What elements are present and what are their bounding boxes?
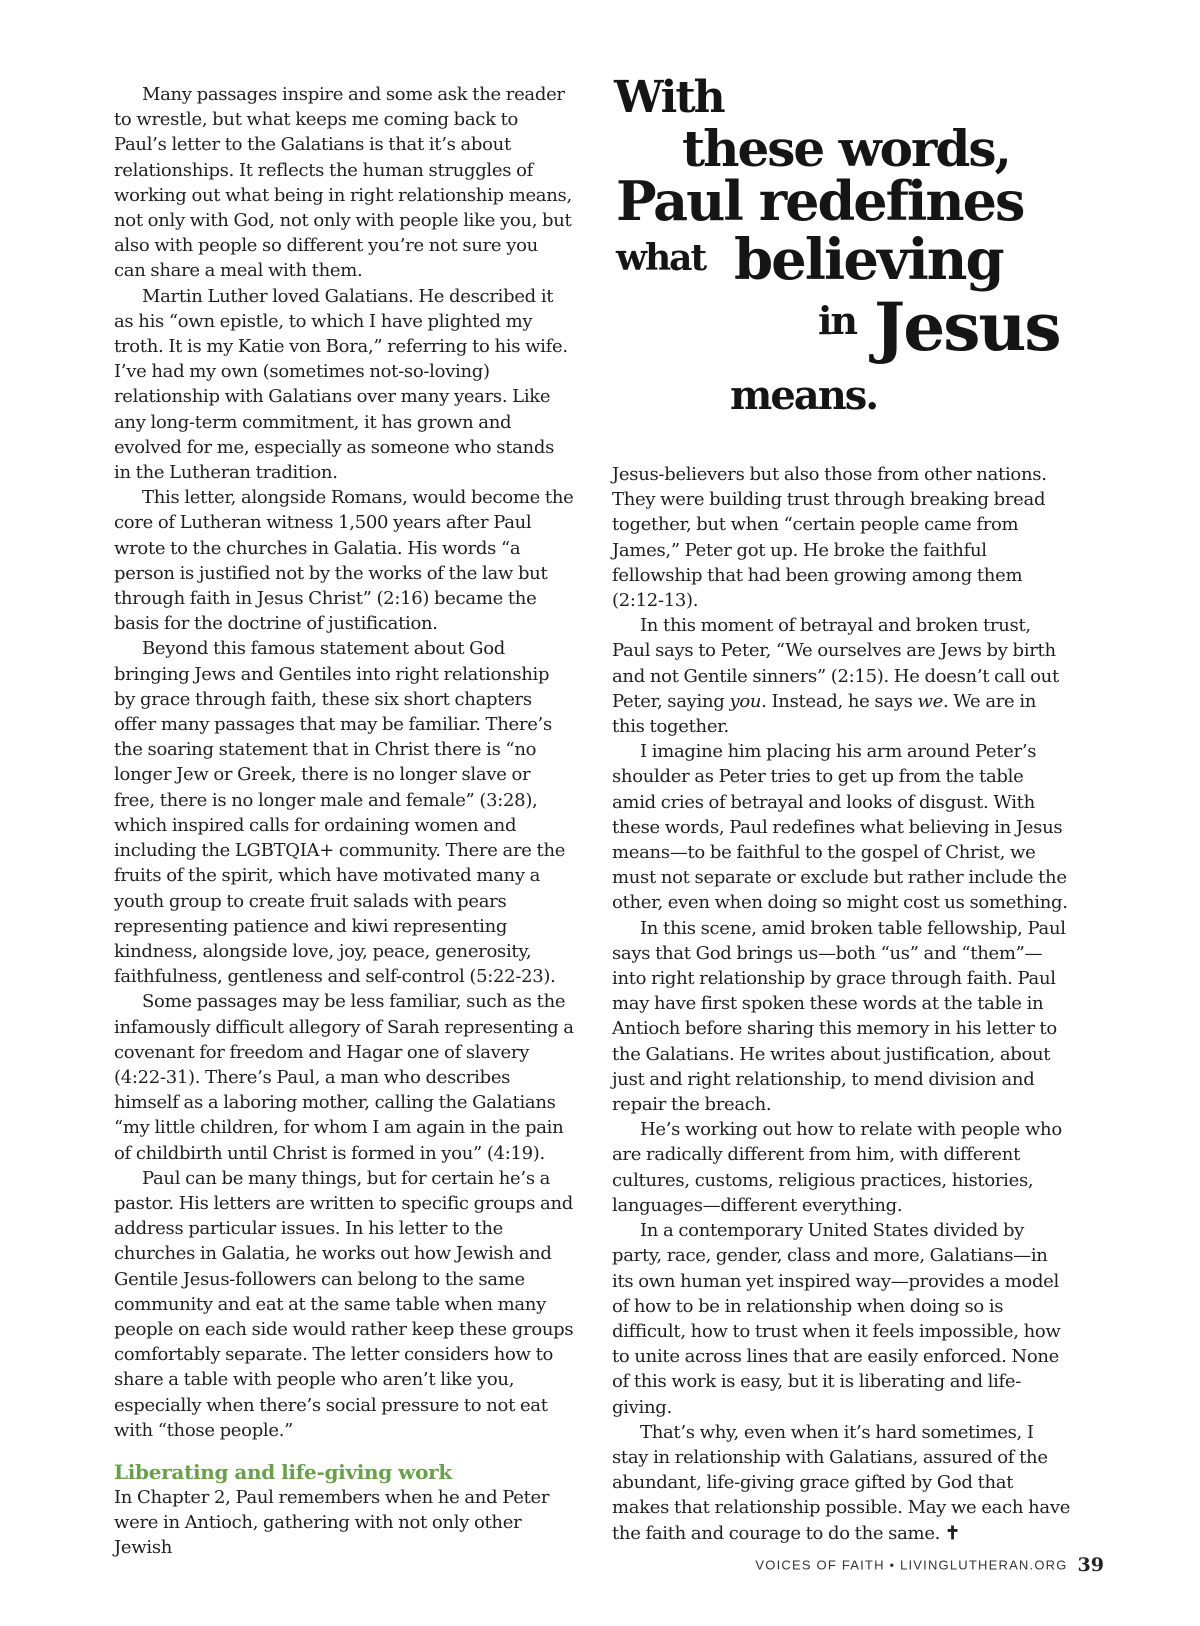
section-subhead: Liberating and life-giving work [114, 1459, 452, 1484]
body-paragraph: Many passages inspire and some ask the reader to wrestle, but what keeps me coming back to Paul’s letter to the Galatians is that it’s about relationships. It reflects the human struggles of working out what being in right relationship means, not only with God, not only with people like you, but also with people so different you’re not sure you can share a meal with them. [114, 84, 572, 282]
body-paragraph: Paul can be many things, but for certain he’s a pastor. His letters are written to specific groups and address particular issues. In his letter to the churches in Galatia, he works out how Jewish and Gentile Jesus-followers can belong to the same community and eat at the same table when many people on each side would rather keep these groups comfortably separate. The letter considers how to share a table with people who aren’t like you, especially when there’s social pressure to not eat with “those people.” [114, 1167, 574, 1441]
body-paragraph: In Chapter 2, Paul remembers when he and Peter were in Antioch, gathering with not only other Jewish [114, 1486, 550, 1559]
text-run: That’s why, even when it’s hard sometimes, I stay in relationship with Galatians, assured of the abundant, life-giving grace gifted by God that makes that relationship possible. May we each have the faith and courage to do the same. [612, 1421, 1071, 1544]
left-column [114, 82, 574, 1561]
body-paragraph: He’s working out how to relate with people who are radically different from him, with different cultures, customs, religious practices, histories, languages—different everything. [612, 1119, 1062, 1216]
pull-quote-word: With [614, 72, 724, 123]
body-paragraph [612, 613, 1072, 739]
body-paragraph: In a contemporary United States divided by party, race, gender, class and more, Galatians—in its own human yet inspired way—provides a model of how to be in relationship when doing so is difficult, how to trust when it feels impossible, how to unite across lines that are easily enforced. None of this work is easy, but it is liberating and life-giving. [612, 1220, 1061, 1418]
pull-quote-word: means. [730, 372, 878, 419]
pull-quote-word: Jesus [874, 288, 1060, 366]
page-footer [755, 1554, 1104, 1576]
body-paragraph: Beyond this famous statement about God bringing Jews and Gentiles into right relationship by grace through faith, these six short chapters offer many passages that may be familiar. There’s the soaring statement that in Christ there is “no longer Jew or Greek, there is no longer slave or free, there is no longer male and female” (3:28), which inspired calls for ordaining women and including the LGBTQIA+ community. There are the fruits of the spirit, which have motivated many a youth group to create fruit salads with pears representing patience and kiwi representing kindness, alongside love, joy, peace, generosity, faithfulness, gentleness and self-control (5:22-23). [114, 638, 566, 988]
pull-quote-word: believing [734, 227, 1003, 293]
emphasis-we: we [917, 690, 943, 712]
pull-quote-word: in [818, 298, 857, 343]
text-run: In this moment of betrayal and broken trust, Paul says to Peter, “We ourselves are Jews by birth and not Gentile sinners” (2:15). He doesn’t call out Peter, saying [612, 615, 1059, 712]
text-run: . We are in this together. [612, 690, 1037, 738]
footer-text: VOICES OF FAITH • LIVINGLUTHERAN.ORG [755, 1557, 1068, 1573]
emphasis-you: you [729, 690, 762, 712]
body-paragraph: Martin Luther loved Galatians. He described it as his “own epistle, to which I have plighted my troth. It is my Katie von Bora,” referring to his wife. I’ve had my own (sometimes not-so-loving) relationship with Galatians over many years. Like any long-term commitment, it has grown and evolved for me, especially as someone who stands in the Lutheran tradition. [114, 285, 568, 484]
body-paragraph: I imagine him placing his arm around Peter’s shoulder as Peter tries to get up from the table amid cries of betrayal and looks of disgust. With these words, Paul redefines what believing in Jesus means—to be faithful to the gospel of Christ, we must not separate or exclude but rather include the other, even when doing so might cost us something. [612, 741, 1068, 914]
body-paragraph: Some passages may be less familiar, such as the infamously difficult allegory of Sarah representing a covenant for freedom and Hagar one of slavery (4:22-31). There’s Paul, a man who describes himself as a laboring mother, calling the Galatians “my little children, for whom I am again in the pain of childbirth until Christ is formed in you” (4:19). [114, 991, 574, 1164]
body-paragraph [612, 1420, 1072, 1546]
pull-quote-word: these words, [682, 119, 1010, 178]
text-run: . Instead, he says [761, 690, 918, 712]
pull-quote-word: Paul redefines [616, 169, 1024, 233]
body-paragraph: Jesus-believers but also those from other nations. They were building trust through breaking bread together, but when “certain people came from James,” Peter got up. He broke the faithful fellowship that had been growing among them (2:12-13). [612, 464, 1047, 612]
cross-icon: ✝ [945, 1522, 960, 1544]
right-column [612, 462, 1072, 1546]
page-number: 39 [1077, 1554, 1104, 1576]
body-paragraph: This letter, alongside Romans, would become the core of Lutheran witness 1,500 years after Paul wrote to the churches in Galatia. His words “a person is justified not by the works of the law but through faith in Jesus Christ” (2:16) became the basis for the doctrine of justification. [114, 487, 574, 635]
pull-quote [610, 72, 1080, 442]
pull-quote-word: what [616, 237, 706, 279]
body-paragraph: In this scene, amid broken table fellowship, Paul says that God brings us—both “us” and “them”—into right relationship by grace through faith. Paul may have first spoken these words at the table in Antioch before sharing this memory in his letter to the Galatians. He writes about justification, about just and right relationship, to mend division and repair the breach. [612, 917, 1066, 1116]
